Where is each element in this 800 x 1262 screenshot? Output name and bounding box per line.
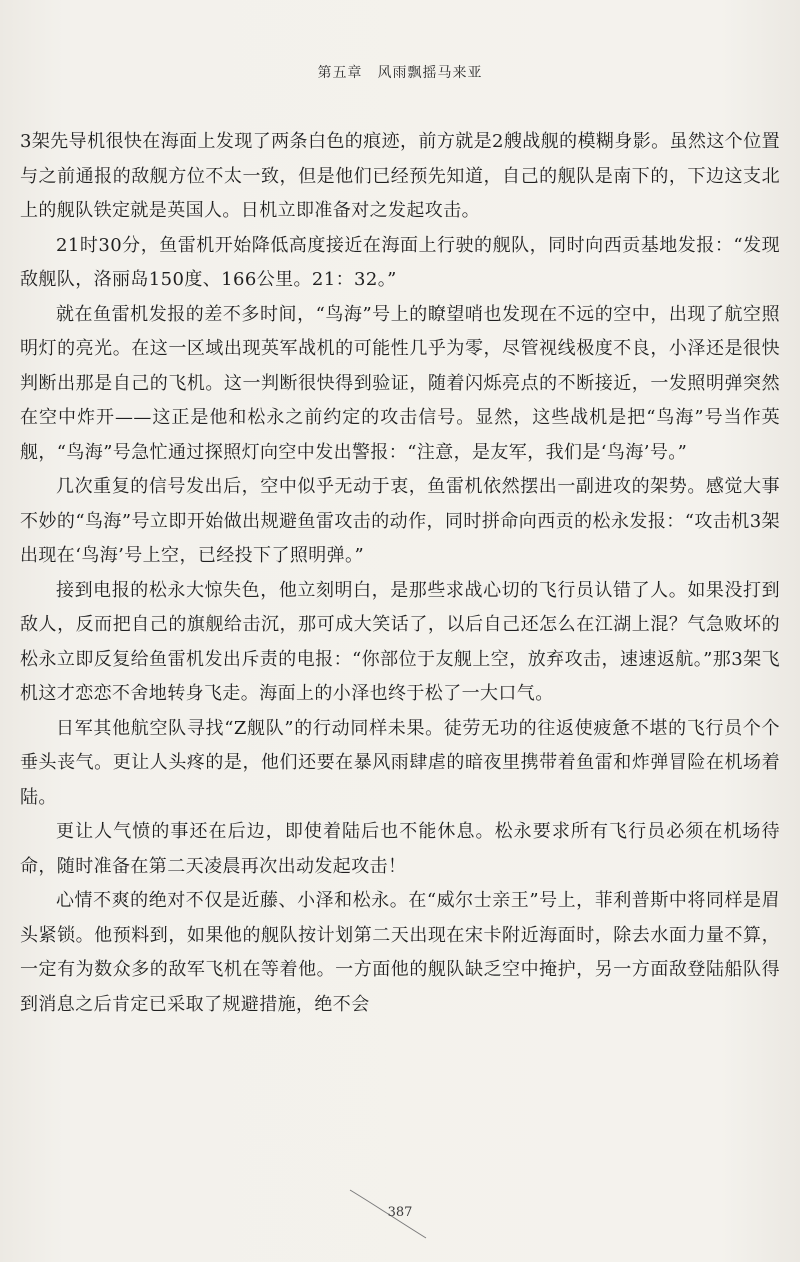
paragraph: 更让人气愤的事还在后边，即使着陆后也不能休息。松永要求所有飞行员必须在机场待命，随时准备在第二天凌晨再次出动发起攻击！: [20, 821, 780, 877]
paragraph: 就在鱼雷机发报的差不多时间，“鸟海”号上的瞭望哨也发现在不远的空中，出现了航空照明灯的亮光。在这一区域出现英军战机的可能性几乎为零，尽管视线极度不良，小泽还是很快判断出那是自己的飞机。这一判断很快得到验证，随着闪烁亮点的不断接近，一发照明弹突然在空中炸开——这正是他和松永之前约定的攻击信号。显然，这些战机是把“鸟海”号当作英舰，“鸟海”号急忙通过探照灯向空中发出警报：“注意，是友军，我们是‘鸟海’号。”: [20, 303, 780, 463]
paragraph: 日军其他航空队寻找“Z舰队”的行动同样未果。徒劳无功的往返使疲惫不堪的飞行员个个垂头丧气。更让人头疼的是，他们还要在暴风雨肆虐的暗夜里携带着鱼雷和炸弹冒险在机场着陆。: [20, 717, 780, 808]
page-number: 387: [387, 1205, 413, 1220]
paragraph-continued: 3架先导机很快在海面上发现了两条白色的痕迹，前方就是2艘战舰的模糊身影。虽然这个位置与之前通报的敌舰方位不太一致，但是他们已经预先知道，自己的舰队是南下的，下边这支北上的舰队铁定就是英国人。日机立即准备对之发起攻击。: [20, 131, 780, 221]
running-head: 第五章 风雨飘摇马来亚: [317, 65, 483, 81]
paragraph: 心情不爽的绝对不仅是近藤、小泽和松永。在“威尔士亲王”号上，菲利普斯中将同样是眉头紧锁。他预料到，如果他的舰队按计划第二天出现在宋卡附近海面时，除去水面力量不算，一定有为数众多的敌军飞机在等着他。一方面他的舰队缺乏空中掩护，另一方面敌登陆船队得到消息之后肯定已采取了规避措施，绝不会: [20, 890, 780, 1015]
paragraph: 接到电报的松永大惊失色，他立刻明白，是那些求战心切的飞行员认错了人。如果没打到敌人，反而把自己的旗舰给击沉，那可成大笑话了，以后自己还怎么在江湖上混？气急败坏的松永立即反复给鱼雷机发出斥责的电报：“你部位于友舰上空，放弃攻击，速速返航。”那3架飞机这才恋恋不舍地转身飞走。海面上的小泽也终于松了一大口气。: [20, 579, 780, 704]
body-text: [20, 125, 780, 1022]
paragraph: 几次重复的信号发出后，空中似乎无动于衷，鱼雷机依然摆出一副进攻的架势。感觉大事不妙的“鸟海”号立即开始做出规避鱼雷攻击的动作，同时拼命向西贡的松永发报：“攻击机3架出现在‘鸟海’号上空，已经投下了照明弹。”: [20, 476, 780, 566]
paragraph: 21时30分，鱼雷机开始降低高度接近在海面上行驶的舰队，同时向西贡基地发报：“发现敌舰队，洛丽岛150度、166公里。21：32。”: [20, 234, 780, 290]
